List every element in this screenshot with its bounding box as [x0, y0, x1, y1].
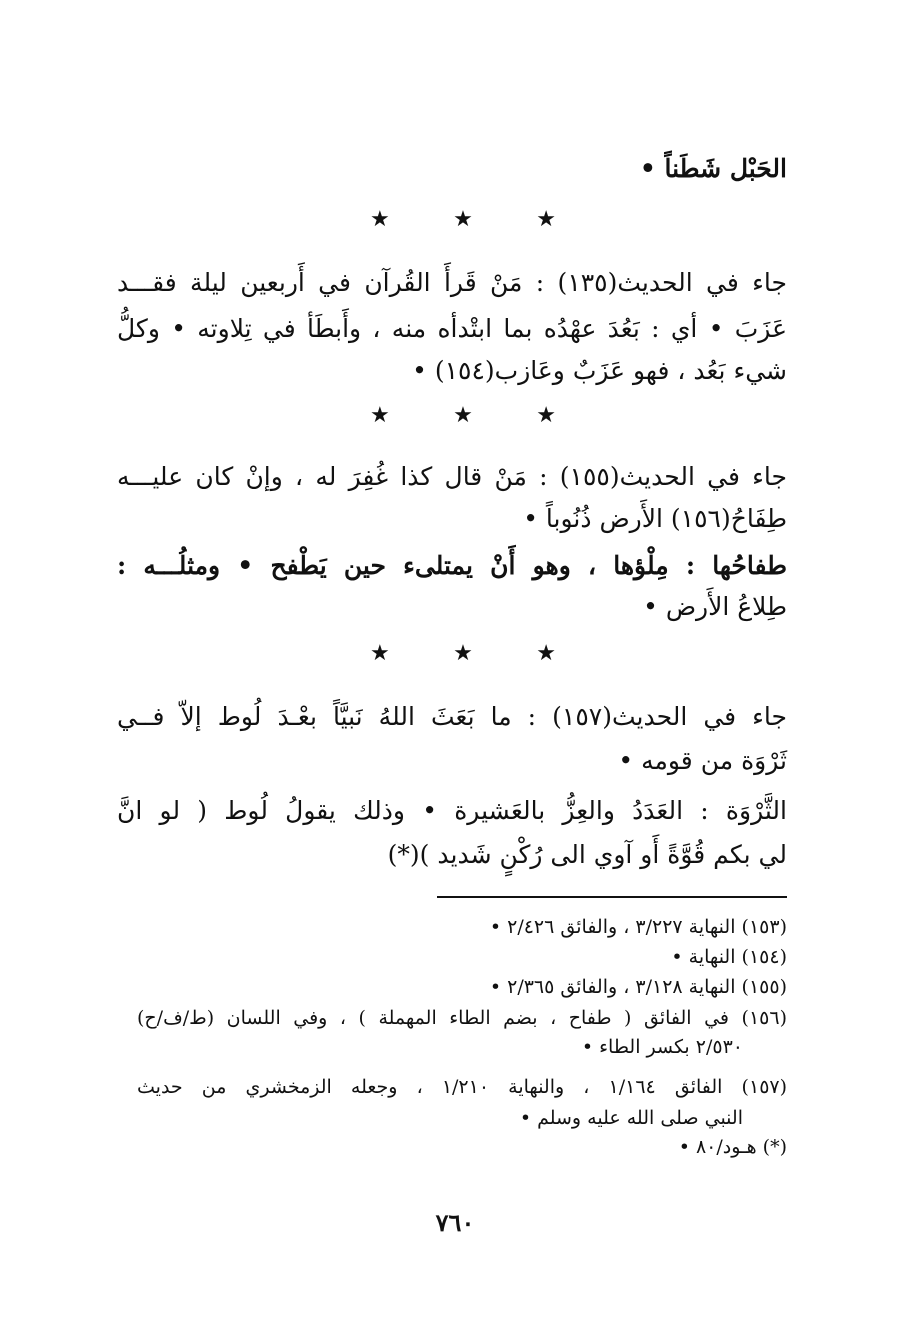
text-line: شيء بَعُد ، فهو عَزَبٌ وعَازب(١٥٤) •: [412, 356, 787, 385]
text-line: جاء في الحديث(١٣٥) : مَنْ قَرأَ القُرآن في أَربعين ليلة فقـــد: [117, 268, 788, 297]
text-line: طفاحُها : مِلْؤها ، وهو أَنْ يمتلىء حين يَطْفح • ومثلُـــه :: [117, 551, 787, 580]
text-line: الثَّرْوَة : العَدَدُ والعِزُّ بالعَشيرة • وذلك يقولُ لُوط ( لو انَّ: [117, 796, 787, 825]
text-line: عَزَبَ • أي : بَعُدَ عهْدُه بما ابتْدأه منه ، وأَبطَأ في تِلاوته • وكلُّ: [117, 314, 787, 343]
section-separator: [370, 208, 556, 232]
text-line: الحَبْل شَطَناً •: [639, 154, 787, 183]
footnote: (١٥٧) الفائق ١/١٦٤ ، والنهاية ١/٢١٠ ، وجعله الزمخشري من حديث: [137, 1076, 788, 1098]
footnote: (*) هـود/٨٠ •: [678, 1136, 787, 1158]
star-icon: ★: [370, 403, 390, 428]
page-number: ٧٦٠: [435, 1208, 475, 1237]
footnote-divider: [437, 896, 787, 898]
section-separator: [370, 404, 556, 428]
section-separator: [370, 642, 556, 666]
footnote: (١٥٦) في الفائق ( طفاح ، بضم الطاء المهملة ) ، وفي اللسان (ط/ف/ح): [137, 1007, 787, 1029]
star-icon: ★: [453, 207, 473, 232]
star-icon: ★: [453, 403, 473, 428]
text-line: ثَرْوَة من قومه •: [618, 746, 787, 775]
footnote: (١٥٣) النهاية ٣/٢٢٧ ، والفائق ٢/٤٢٦ •: [489, 916, 787, 938]
footnote-continuation: النبي صلى الله عليه وسلم •: [519, 1107, 743, 1129]
text-line: جاء في الحديث(١٥٧) : ما بَعَثَ اللهُ نَبيَّاً بعْـدَ لُوط إلاّ فــي: [117, 702, 788, 731]
star-icon: ★: [536, 641, 556, 666]
footnote: (١٥٥) النهاية ٣/١٢٨ ، والفائق ٢/٣٦٥ •: [489, 976, 787, 998]
star-icon: ★: [536, 207, 556, 232]
footnote-continuation: ٢/٥٣٠ بكسر الطاء •: [581, 1036, 743, 1058]
star-icon: ★: [370, 207, 390, 232]
star-icon: ★: [536, 403, 556, 428]
footnote: (١٥٤) النهاية •: [671, 946, 787, 968]
text-line: طِلاعُ الأَرض •: [643, 592, 787, 621]
star-icon: ★: [370, 641, 390, 666]
text-line: جاء في الحديث(١٥٥) : مَنْ قال كذا غُفِرَ له ، وإنْ كان عليـــه: [117, 462, 787, 491]
star-icon: ★: [453, 641, 473, 666]
text-line: لي بكم قُوَّةً أَو آوي الى رُكْنٍ شَديد )(*): [387, 840, 787, 869]
text-line: طِفَاحُ(١٥٦) الأَرض ذُنُوباً •: [523, 504, 787, 533]
